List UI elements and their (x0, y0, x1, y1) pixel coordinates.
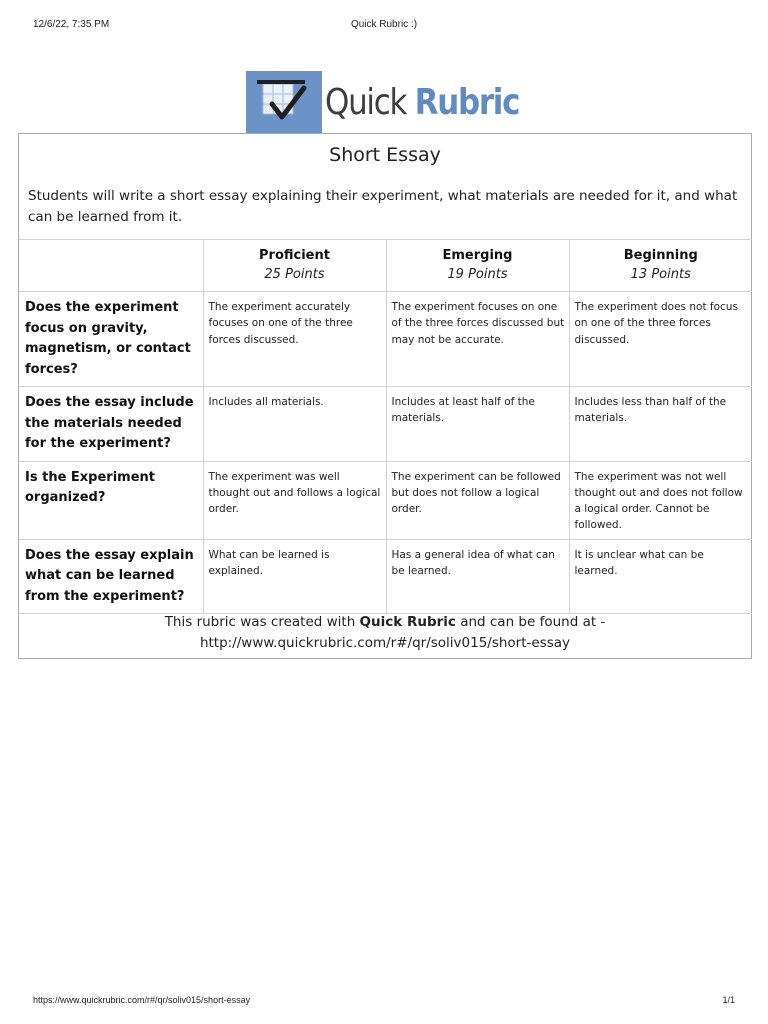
print-datetime: 12/6/22, 7:35 PM (33, 19, 110, 30)
level-name: Emerging (442, 248, 513, 263)
descriptor-cell: Has a general idea of what can be learned. (386, 539, 569, 614)
descriptor-cell: Includes at least half of the materials. (386, 387, 569, 462)
level-points: 13 Points (630, 267, 691, 282)
level-points: 25 Points (264, 267, 325, 282)
rubric-title: Short Essay (329, 144, 441, 166)
rubric-container (18, 133, 752, 659)
checkbox-grid-icon (246, 71, 322, 133)
footer-brand-link[interactable]: Quick Rubric (359, 614, 456, 630)
criterion-cell: Does the experiment focus on gravity, magnetism, or contact forces? (19, 292, 203, 387)
table-row (19, 292, 752, 387)
descriptor-cell: The experiment can be followed but does not follow a logical order. (386, 461, 569, 539)
logo-wordmark (325, 82, 519, 123)
quick-rubric-logo[interactable] (246, 71, 551, 133)
rubric-footer-note (0, 612, 768, 654)
descriptor-cell: The experiment does not focus on one of the three forces discussed. (569, 292, 752, 387)
descriptor-cell: Includes less than half of the materials. (569, 387, 752, 462)
descriptor-cell: The experiment focuses on one of the three forces discussed but may not be accurate. (386, 292, 569, 387)
level-header-proficient (203, 240, 386, 292)
table-row (19, 461, 752, 539)
descriptor-cell: It is unclear what can be learned. (569, 539, 752, 614)
table-row (19, 387, 752, 462)
logo-word-rubric: Rubric (414, 81, 520, 123)
rubric-description: Students will write a short essay explaining their experiment, what materials are needed for it, and what can be learned from it. (28, 188, 738, 225)
level-name: Proficient (259, 248, 330, 263)
levels-header-row (19, 240, 752, 292)
logo-word-quick: Quick (325, 81, 407, 123)
print-page-number: 1/1 (722, 995, 735, 1005)
criterion-cell: Is the Experiment organized? (19, 461, 203, 539)
footer-prefix: This rubric was created with (164, 614, 360, 630)
table-row (19, 539, 752, 614)
level-header-emerging (386, 240, 569, 292)
rubric-table (19, 239, 752, 614)
descriptor-cell: The experiment was not well thought out and does not follow a logical order. Cannot be followed. (569, 461, 752, 539)
level-header-beginning (569, 240, 752, 292)
print-page-title: Quick Rubric :) (350, 19, 418, 30)
descriptor-cell: Includes all materials. (203, 387, 386, 462)
level-name: Beginning (623, 248, 698, 263)
criterion-cell: Does the essay include the materials needed for the experiment? (19, 387, 203, 462)
criterion-cell: Does the essay explain what can be learned from the experiment? (19, 539, 203, 614)
footer-url-text[interactable]: and can be found at - http://www.quickrubric.com/r#/qr/soliv015/short-essay (199, 614, 606, 651)
descriptor-cell: What can be learned is explained. (203, 539, 386, 614)
descriptor-cell: The experiment was well thought out and follows a logical order. (203, 461, 386, 539)
level-points: 19 Points (447, 267, 508, 282)
descriptor-cell: The experiment accurately focuses on one of the three forces discussed. (203, 292, 386, 387)
print-footer-url: https://www.quickrubric.com/r#/qr/soliv015/short-essay (33, 995, 251, 1005)
corner-cell (19, 240, 203, 292)
